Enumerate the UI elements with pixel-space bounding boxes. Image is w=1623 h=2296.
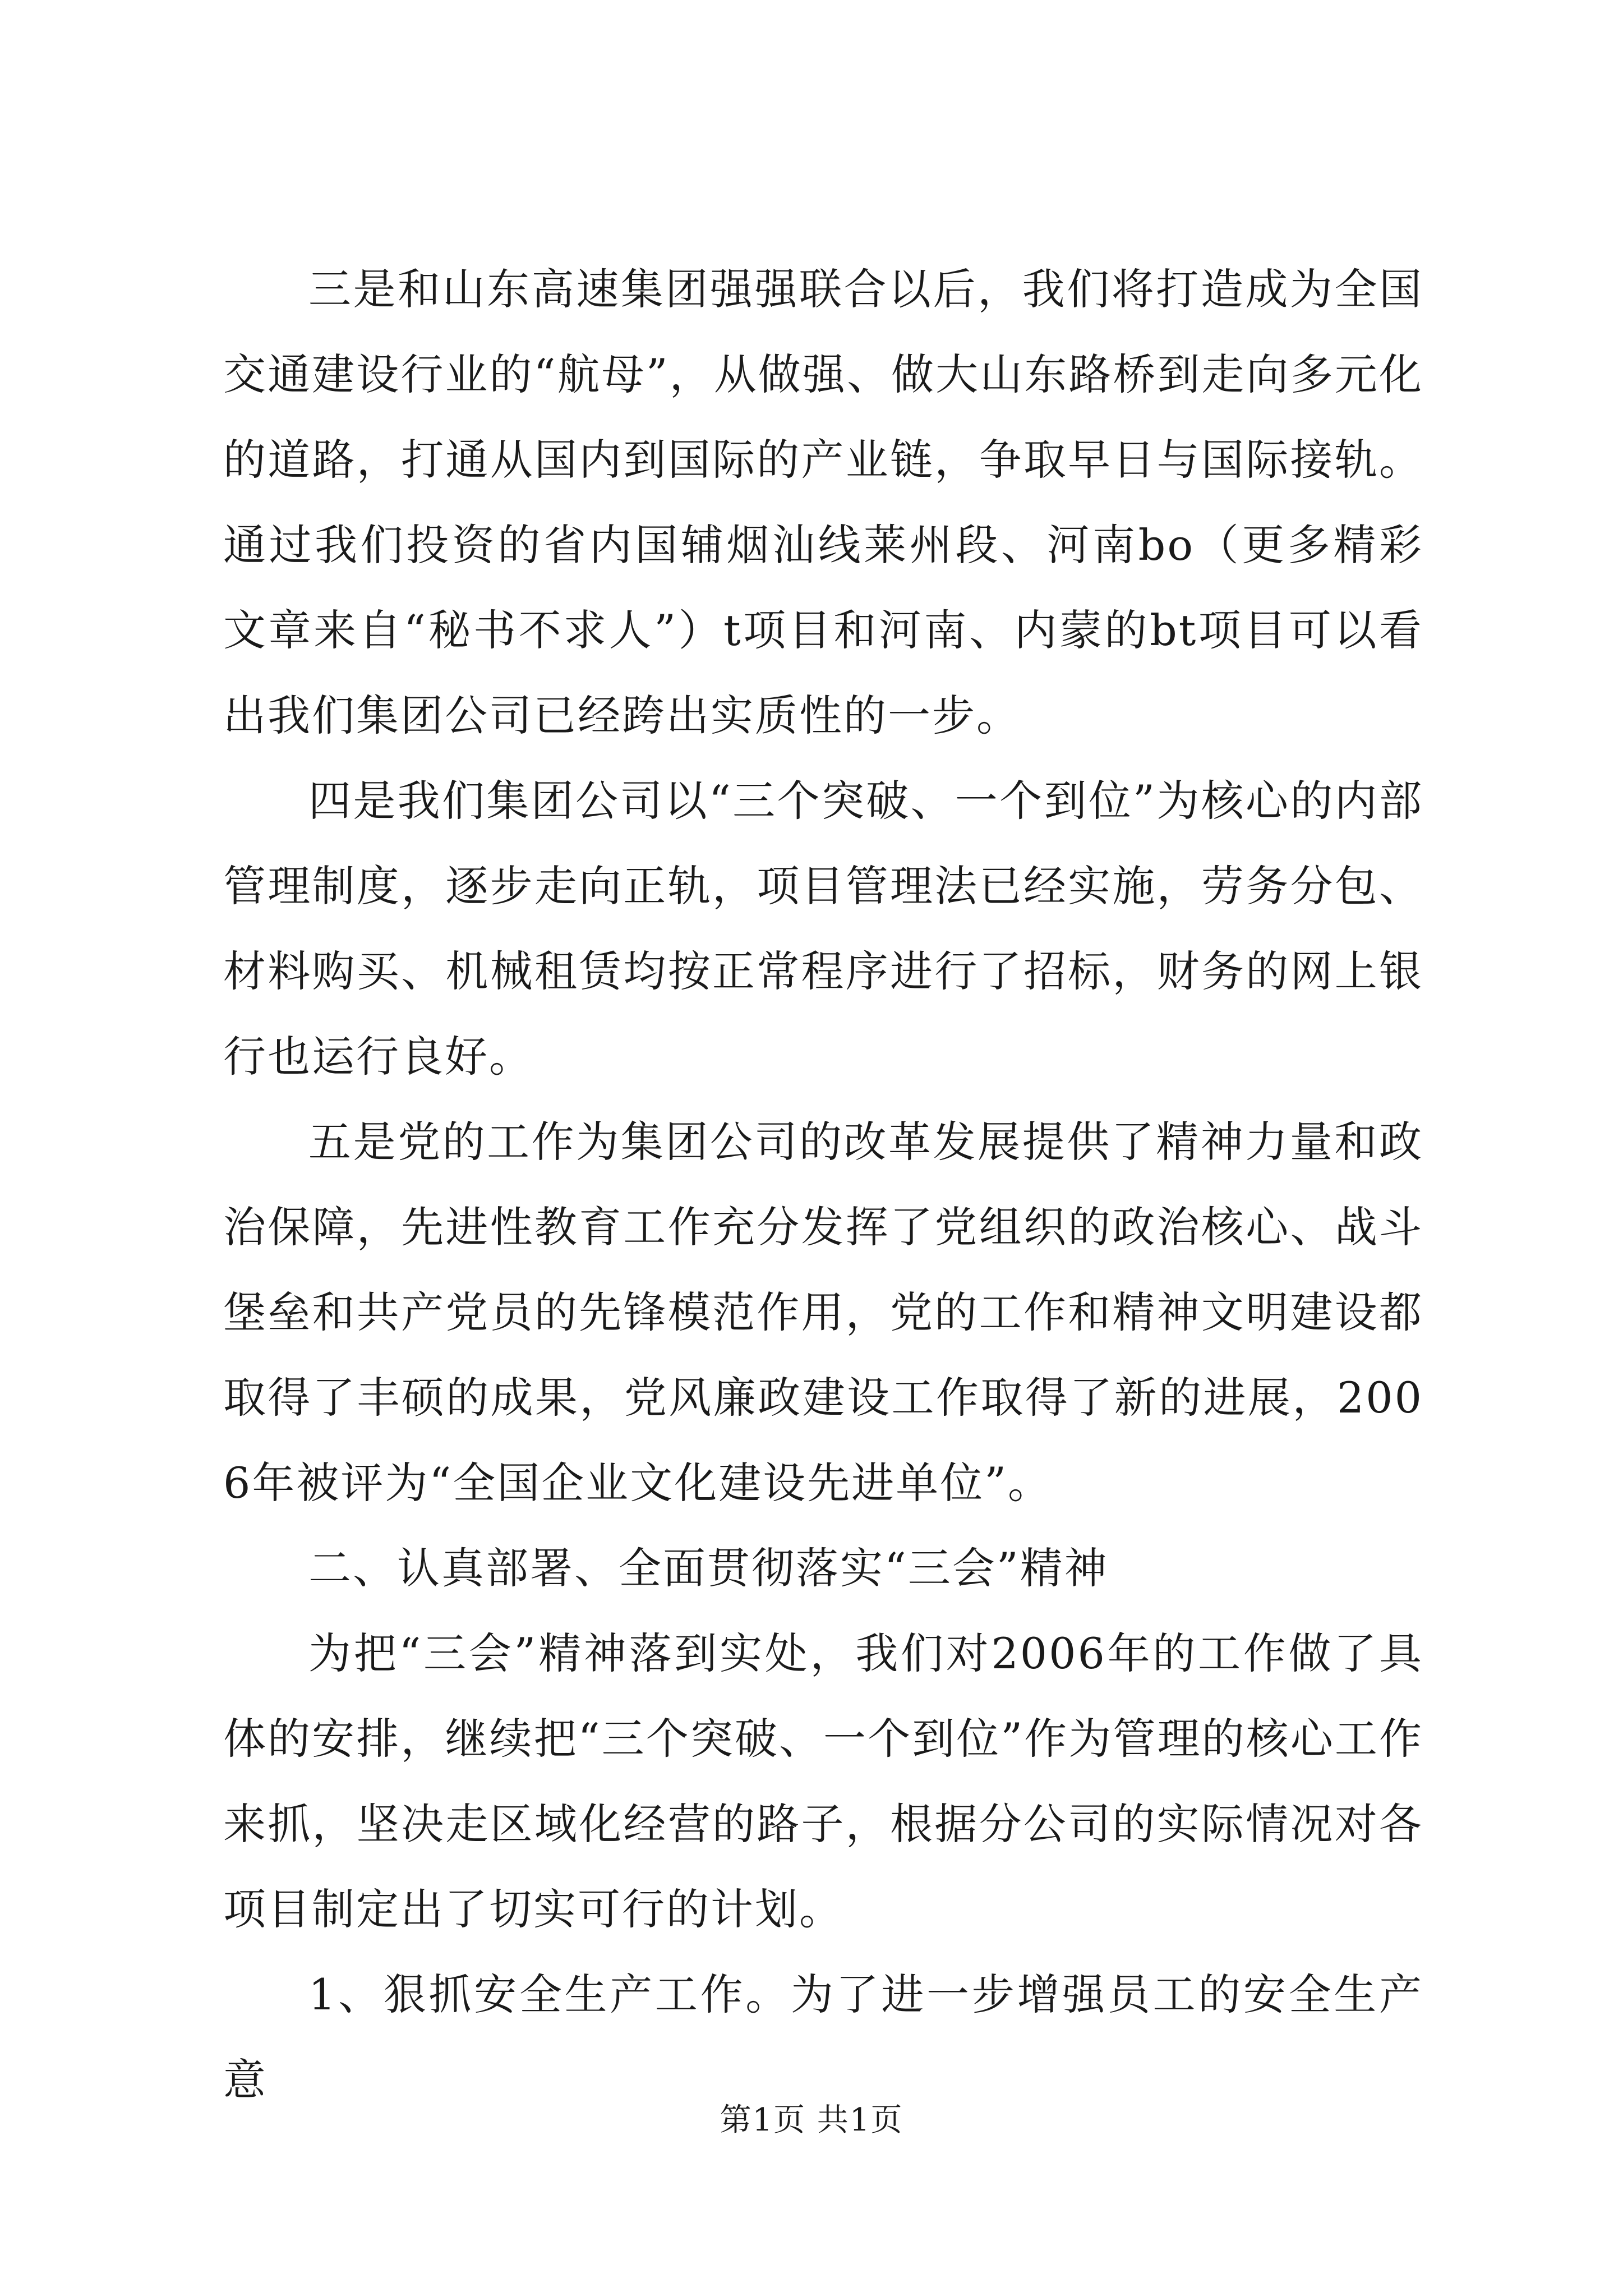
paragraph-fifth-point: 五是党的工作为集团公司的改革发展提供了精神力量和政治保障，先进性教育工作充分发挥了党组织的政治核心、战斗堡垒和共产党员的先锋模范作用，党的工作和精神文明建设都取得了丰硕的成果，党风廉政建设工作取得了新的进展，2006年被评为“全国企业文化建设先进单位”。 [223,1117,1423,1508]
document-body [223,247,1423,2123]
page-footer: 第1页 共1页 [720,2102,903,2138]
paragraph-third-point: 三是和山东高速集团强强联合以后，我们将打造成为全国交通建设行业的“航母”，从做强、做大山东路桥到走向多元化的道路，打通从国内到国际的产业链，争取早日与国际接轨。通过我们投资的省内国辅烟汕线莱州段、河南bo（更多精彩文章来自“秘书不求人”）t项目和河南、内蒙的bt项目可以看出我们集团公司已经跨出实质性的一步。 [223,264,1423,740]
paragraph-fourth-point: 四是我们集团公司以“三个突破、一个到位”为核心的内部管理制度，逐步走向正轨，项目管理法已经实施，劳务分包、材料购买、机械租赁均按正常程序进行了招标，财务的网上银行也运行良好。 [223,776,1423,1082]
section-heading: 二、认真部署、全面贯彻落实“三会”精神 [308,1543,1109,1593]
paragraph-implementation: 为把“三会”精神落到实处，我们对2006年的工作做了具体的安排，继续把“三个突破、一个到位”作为管理的核心工作来抓，坚决走区域化经营的路子，根据分公司的实际情况对各项目制定出了切实可行的计划。 [223,1628,1423,1934]
paragraph-safety-production: 1、狠抓安全生产工作。为了进一步增强员工的安全生产意 [223,1970,1423,2105]
